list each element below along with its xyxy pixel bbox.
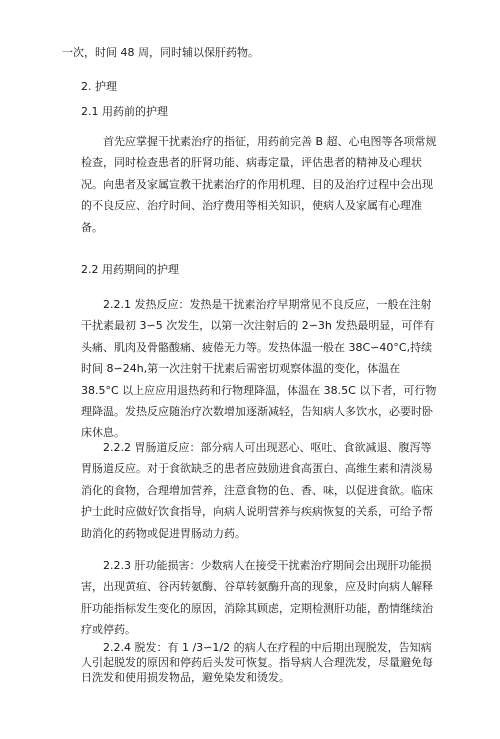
subsection-heading-during-medication: 2.2 用药期间的护理 [81,263,179,276]
intro-text: 一次，时间 48 周，同时辅以保肝药物。 [62,46,259,59]
paragraph-fever-reaction: 2.2.1 发热反应：发热是干扰素治疗早期常见不良反应，一般在注射干扰素最初 3∽5 次发生，以第一次注射后的 2∽3h 发热最明显，可伴有头痛、肌肉及骨骼酸痛、疲倦无力等。发热体温一般在 38C∽40°C,持续时间 8∽24h,第一次注射干扰素后需密切观察体温的变化，体温在 38.5°C 以上应应用退热药和行物理降温，体温在 38.5C 以下者，可行物理降温。发热反应随治疗次数增加逐渐减轻，告知病人多饮水，必要时卧床休息。 [81,298,437,440]
subsection-heading-before-medication: 2.1 用药前的护理 [81,105,168,118]
section-heading-nursing: 2. 护理 [81,80,117,93]
paragraph-hair-loss: 2.2.4 脱发：有 1 /3∽1/2 的病人在疗程的中后期出现脱发，告知病人引起脱发的原因和停药后头发可恢复。指导病人合理洗发，尽量避免每日洗发和使用损发物品，避免染发和烫发。 [81,641,433,684]
paragraph-liver-damage: 2.2.3 肝功能损害：少数病人在接受干扰素治疗期间会出现肝功能损害，出现黄疸、谷丙转氨酶、谷草转氨酶升高的现象，应及时向病人解释肝功能指标发生变化的原因，消除其顾虑，定期检测肝功能，酌情继续治疗或停药。 [81,559,433,637]
paragraph-before-medication: 首先应掌握干扰素治疗的指征，用药前完善 B 超、心电图等各项常规检查，同时检查患者的肝肾功能、病毒定量，评估患者的精神及心理状况。向患者及家属宣教干扰素治疗的作用机理、目的及治疗过程中会出现的不良反应、治疗时间、治疗费用等相关知识，使病人及家属有心理准备。 [81,135,437,234]
paragraph-gastrointestinal-reaction: 2.2.2 胃肠道反应：部分病人可出现恶心、呕吐、食欲减退、腹泻等胃肠道反应。对于食欲缺乏的患者应鼓励进食高蛋白、高维生素和清淡易消化的食物，合理增加营养，注意食物的色、香、味，以促进食欲。临床护士此时应做好饮食指导，向病人说明营养与疾病恢复的关系，可给予帮助消化的药物或促进胃肠动力药。 [81,441,433,540]
